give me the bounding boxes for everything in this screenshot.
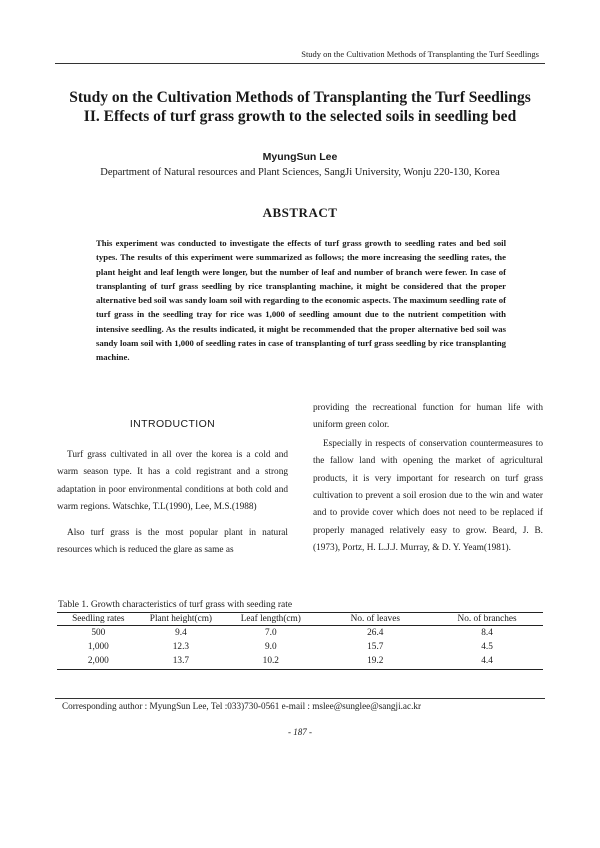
footnote-rule xyxy=(55,698,545,699)
table-cell: 4.4 xyxy=(431,654,543,670)
page-number: - 187 - xyxy=(288,727,312,737)
header-leaf-length: Leaf length(cm) xyxy=(222,613,319,626)
header-no-of-leaves: No. of leaves xyxy=(319,613,431,626)
table-cell: 7.0 xyxy=(265,628,277,638)
right-column xyxy=(313,400,543,558)
table-cell: 10.2 xyxy=(222,654,319,670)
table-cell: 500 xyxy=(91,628,106,638)
abstract-body: This experiment was conducted to investigate the effects of turf grass growth to seedling rates and bed soil types. The results of this experiment were summarized as follows; the more increasing the seedling rates, the plant height and leaf length were longer, but the number of leaf and number of branch were fewer. In case of transplanting of turf grass seedling by rice transplanting machine, it might be considered that the proper alternative bed soil was sandy loam soil with regarding to the economic aspects. The maximum seedling rate of turf grass in the seedling tray for rice was 1,000 of seedling amount due to the nutrient competition with intensive seedling. As the results indicated, it might be recommended that the proper alternative bed soil was sandy loam soil with 1,000 of seedling rates in case of transplanting of turf grass seedling by rice transplanting machine. xyxy=(96,238,506,363)
corresponding-author-footnote: Corresponding author : MyungSun Lee, Tel :033)730-0561 e-mail : mslee@sunglee@sangji.ac.kr xyxy=(62,701,422,711)
table-cell: 13.7 xyxy=(140,654,223,670)
header-rule xyxy=(55,63,545,64)
header-plant-height: Plant height(cm) xyxy=(140,613,223,626)
intro-paragraph-1: Turf grass cultivated in all over the korea is a cold and warm season type. It has a cold registrant and a strong adaptation in poor environmental conditions at both cold and warm regions. Watschke, T.L(1990), Lee, M.S.(1988) xyxy=(57,450,288,513)
table-cell: 12.3 xyxy=(172,642,190,652)
table-cell: 26.4 xyxy=(367,628,384,638)
table-cell: 2,000 xyxy=(57,654,140,670)
table-cell: 9.4 xyxy=(175,628,187,638)
header-no-of-branches: No. of branches xyxy=(431,613,543,626)
paper-title xyxy=(0,88,600,126)
table-cell: 1,000 xyxy=(87,642,109,652)
title-line-2: II. Effects of turf grass growth to the selected soils in seedling bed xyxy=(83,108,517,125)
header-seedling-rates: Seedling rates xyxy=(57,613,140,626)
table-row xyxy=(57,654,543,670)
growth-table xyxy=(57,612,543,670)
table-row xyxy=(57,626,543,641)
intro-paragraph-2-continued: providing the recreational function for human life with uniform green color. xyxy=(313,403,543,431)
intro-paragraph-3: Especially in respects of conservation countermeasures to the fallow land with opening the market of agricultural products, it is very important for research on turf grass cultivation to prevent a soil erosion due to the win and water and to provide cover which does not need to be replaced if properly managed relatively easy to grow. Beard, J. B. (1973), Portz, H. L.J.J. Murray, & D. Y. Yeam(1981). xyxy=(313,438,543,554)
table-cell: 8.4 xyxy=(481,628,493,638)
abstract-heading: ABSTRACT xyxy=(262,205,338,220)
intro-paragraph-2: Also turf grass is the most popular plant in natural resources which is reduced the glare as same as xyxy=(57,527,288,556)
author-name: MyungSun Lee xyxy=(262,151,338,163)
introduction-heading: INTRODUCTION xyxy=(129,418,216,430)
table-cell: 9.0 xyxy=(265,642,277,652)
table-cell: 4.5 xyxy=(481,642,493,652)
table-cell: 15.7 xyxy=(367,642,384,652)
left-column xyxy=(57,447,288,559)
table-header-row xyxy=(57,613,543,626)
running-head: Study on the Cultivation Methods of Transplanting the Turf Seedlings xyxy=(301,49,539,59)
table-cell: 19.2 xyxy=(319,654,431,670)
author-affiliation: Department of Natural resources and Plant Sciences, SangJi University, Wonju 220-130, Korea xyxy=(100,167,500,178)
table-caption: Table 1. Growth characteristics of turf grass with seeding rate xyxy=(58,600,293,610)
table-row xyxy=(57,640,543,654)
title-line-1: Study on the Cultivation Methods of Transplanting the Turf Seedlings xyxy=(69,89,531,106)
